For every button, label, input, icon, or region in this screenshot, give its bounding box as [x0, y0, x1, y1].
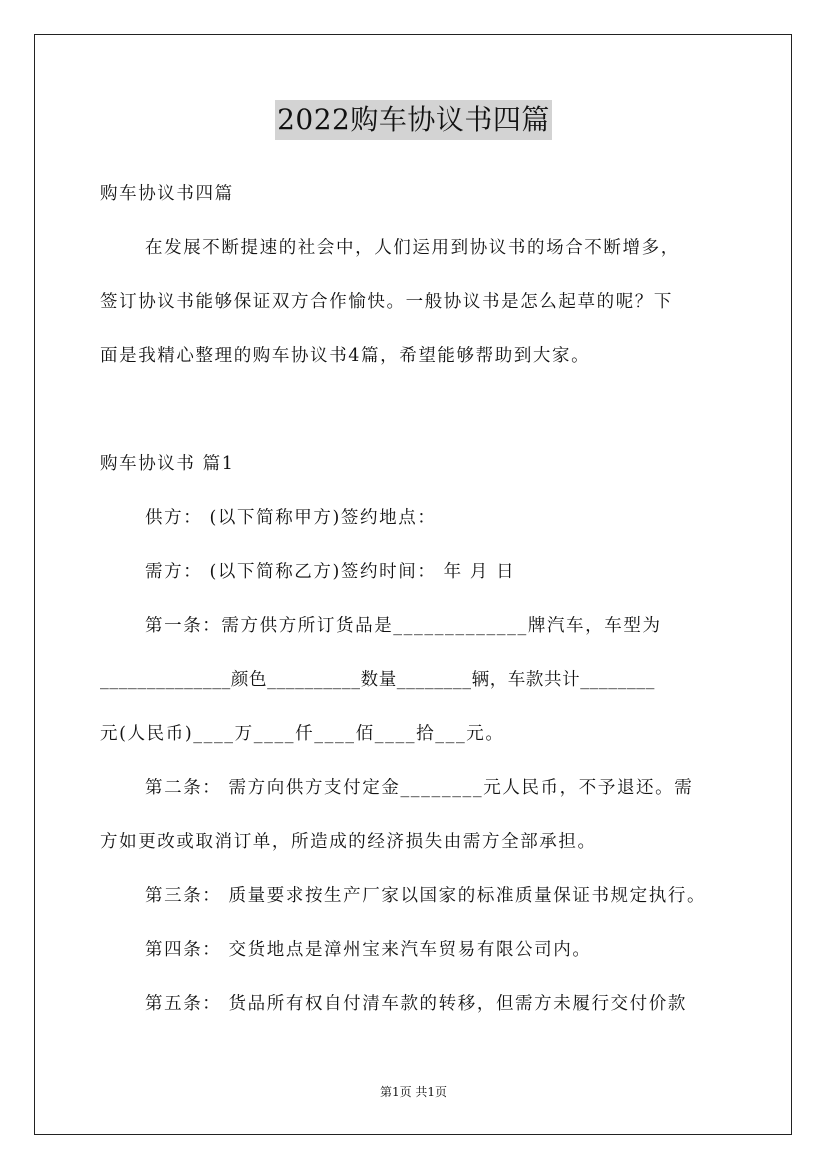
- paragraph-line: 元(人民币)____万____仟____佰____拾___元。: [100, 724, 505, 744]
- paragraph-line: 第一条：需方供方所订货品是_____________牌汽车，车型为: [145, 616, 662, 636]
- paragraph-line: 方如更改或取消订单，所造成的经济损失由需方全部承担。: [100, 832, 597, 852]
- paragraph-line: 需方： (以下简称乙方)签约时间： 年 月 日: [145, 562, 516, 582]
- page-footer: 第1页 共1页: [379, 1085, 448, 1099]
- paragraph-line: 第三条： 质量要求按生产厂家以国家的标准质量保证书规定执行。: [145, 886, 707, 906]
- paragraph-line: 面是我精心整理的购车协议书4篇，希望能够帮助到大家。: [100, 346, 591, 366]
- paragraph-line: 第二条： 需方向供方支付定金________元人民币，不予退还。需: [145, 778, 694, 798]
- paragraph-line: 第五条： 货品所有权自付清车款的转移，但需方未履行交付价款: [145, 994, 687, 1014]
- paragraph-line: 第四条： 交货地点是漳州宝来汽车贸易有限公司内。: [145, 940, 592, 960]
- paragraph-line: ______________颜色__________数量________辆，车款共计________: [100, 670, 655, 690]
- paragraph-line: 供方： (以下简称甲方)签约地点：: [145, 508, 437, 528]
- paragraph-line: 在发展不断提速的社会中，人们运用到协议书的场合不断增多，: [145, 238, 680, 258]
- paragraph-line: 签订协议书能够保证双方合作愉快。一般协议书是怎么起草的呢？下: [100, 292, 673, 312]
- title-container: [0, 100, 827, 140]
- section-heading: 购车协议书 篇1: [100, 454, 235, 474]
- subtitle: 购车协议书四篇: [100, 184, 234, 204]
- document-title: 2022购车协议书四篇: [275, 100, 552, 140]
